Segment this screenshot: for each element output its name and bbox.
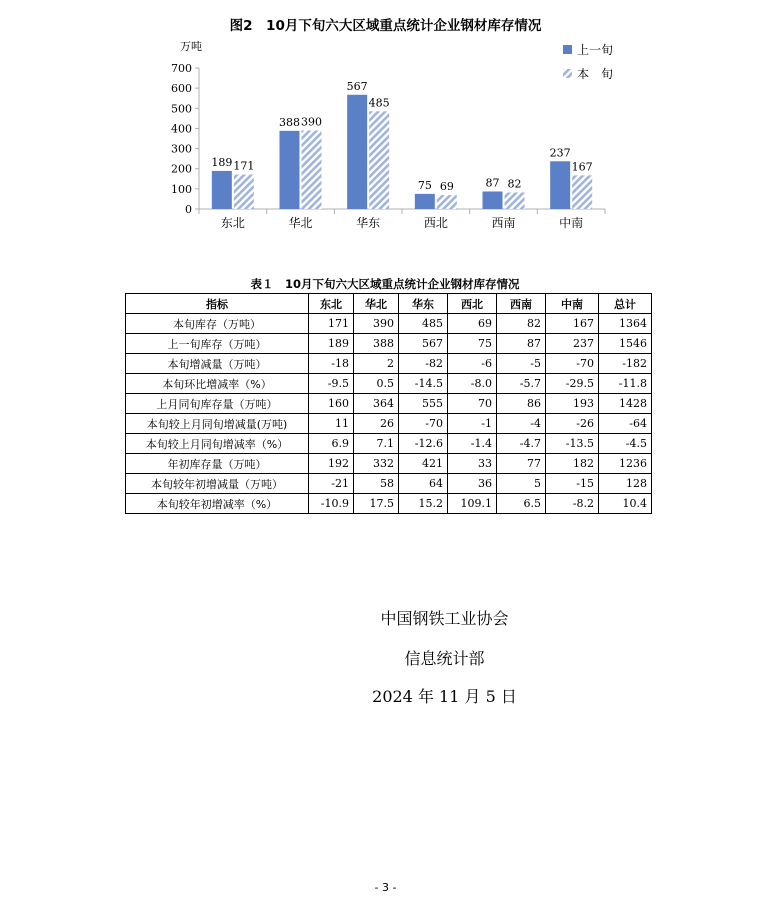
y-tick-label: 100 bbox=[171, 182, 192, 196]
value-cell: -14.5 bbox=[399, 374, 448, 394]
header-cell: 中南 bbox=[546, 294, 599, 314]
bar-current-period bbox=[302, 130, 322, 209]
bar-current-period bbox=[234, 175, 254, 209]
value-cell: 6.5 bbox=[497, 494, 546, 514]
value-cell: 182 bbox=[546, 454, 599, 474]
y-tick-label: 400 bbox=[171, 122, 192, 136]
page-number: - 3 - bbox=[374, 881, 397, 894]
table-row bbox=[126, 474, 652, 494]
value-cell: 171 bbox=[309, 314, 354, 334]
bar-chart bbox=[0, 0, 771, 260]
bar-value-label: 567 bbox=[346, 79, 368, 93]
x-axis bbox=[199, 209, 605, 230]
x-category-label: 华东 bbox=[356, 216, 381, 230]
value-cell: 1236 bbox=[599, 454, 652, 474]
y-tick-label: 600 bbox=[171, 82, 192, 96]
value-cell: 6.9 bbox=[309, 434, 354, 454]
legend-swatch-curr bbox=[563, 69, 572, 78]
row-label-cell: 本旬较年初增减率（%） bbox=[126, 494, 309, 514]
table-header-row bbox=[126, 294, 652, 314]
bar-prev-period bbox=[347, 95, 367, 209]
table-row bbox=[126, 434, 652, 454]
bar-value-label: 82 bbox=[507, 177, 522, 191]
header-cell: 西北 bbox=[448, 294, 497, 314]
value-cell: 26 bbox=[354, 414, 399, 434]
value-cell: 237 bbox=[546, 334, 599, 354]
bar-value-label: 189 bbox=[211, 155, 233, 169]
value-cell: 567 bbox=[399, 334, 448, 354]
value-cell: -4.5 bbox=[599, 434, 652, 454]
header-cell: 华北 bbox=[354, 294, 399, 314]
value-cell: -10.9 bbox=[309, 494, 354, 514]
header-cell: 华东 bbox=[399, 294, 448, 314]
row-label-cell: 本旬增减量（万吨） bbox=[126, 354, 309, 374]
row-label-cell: 本旬库存（万吨） bbox=[126, 314, 309, 334]
value-cell: 193 bbox=[546, 394, 599, 414]
y-tick-label: 300 bbox=[171, 142, 192, 156]
x-category-label: 西北 bbox=[423, 216, 448, 230]
figure-2 bbox=[0, 0, 771, 260]
y-axis bbox=[171, 62, 199, 216]
value-cell: 15.2 bbox=[399, 494, 448, 514]
value-cell: 64 bbox=[399, 474, 448, 494]
chart-title: 图2 10月下旬六大区域重点统计企业钢材库存情况 bbox=[229, 18, 542, 34]
value-cell: 82 bbox=[497, 314, 546, 334]
value-cell: -13.5 bbox=[546, 434, 599, 454]
bar-current-period bbox=[505, 192, 525, 209]
value-cell: 7.1 bbox=[354, 434, 399, 454]
value-cell: 109.1 bbox=[448, 494, 497, 514]
value-cell: 388 bbox=[354, 334, 399, 354]
bars bbox=[211, 80, 592, 209]
bar-value-label: 237 bbox=[549, 146, 571, 160]
y-tick-label: 200 bbox=[171, 162, 192, 176]
row-label-cell: 本旬环比增减率（%） bbox=[126, 374, 309, 394]
value-cell: 0.5 bbox=[354, 374, 399, 394]
value-cell: 11 bbox=[309, 414, 354, 434]
value-cell: 189 bbox=[309, 334, 354, 354]
value-cell: -182 bbox=[599, 354, 652, 374]
value-cell: -4 bbox=[497, 414, 546, 434]
table-row bbox=[126, 414, 652, 434]
row-label-cell: 年初库存量（万吨） bbox=[126, 454, 309, 474]
bar-value-label: 167 bbox=[571, 160, 593, 174]
header-cell: 东北 bbox=[309, 294, 354, 314]
signature-date: 2024 年 11 月 5 日 bbox=[372, 687, 517, 706]
bar-value-label: 390 bbox=[301, 115, 322, 129]
value-cell: -4.7 bbox=[497, 434, 546, 454]
table-row bbox=[126, 334, 652, 354]
value-cell: 36 bbox=[448, 474, 497, 494]
row-label-cell: 上一旬库存（万吨） bbox=[126, 334, 309, 354]
value-cell: -29.5 bbox=[546, 374, 599, 394]
value-cell: -8.0 bbox=[448, 374, 497, 394]
header-cell: 指标 bbox=[126, 294, 309, 314]
value-cell: -11.8 bbox=[599, 374, 652, 394]
table-title: 表１ 10月下旬六大区域重点统计企业钢材库存情况 bbox=[250, 277, 520, 291]
legend-swatch-prev bbox=[563, 45, 572, 54]
x-category-label: 华北 bbox=[288, 216, 313, 230]
value-cell: -26 bbox=[546, 414, 599, 434]
value-cell: 192 bbox=[309, 454, 354, 474]
value-cell: 364 bbox=[354, 394, 399, 414]
value-cell: -70 bbox=[399, 414, 448, 434]
table-row bbox=[126, 494, 652, 514]
bar-prev-period bbox=[415, 194, 435, 209]
x-category-label: 西南 bbox=[491, 216, 516, 230]
table-row bbox=[126, 354, 652, 374]
bar-prev-period bbox=[550, 161, 570, 209]
value-cell: -21 bbox=[309, 474, 354, 494]
bar-value-label: 87 bbox=[485, 176, 500, 190]
value-cell: -15 bbox=[546, 474, 599, 494]
bar-prev-period bbox=[483, 191, 503, 209]
bar-value-label: 69 bbox=[439, 180, 454, 194]
signature-org: 中国钢铁工业协会 bbox=[380, 609, 509, 628]
value-cell: 332 bbox=[354, 454, 399, 474]
bar-value-label: 171 bbox=[233, 159, 255, 173]
value-cell: 87 bbox=[497, 334, 546, 354]
value-cell: 1364 bbox=[599, 314, 652, 334]
bar-prev-period bbox=[280, 131, 300, 209]
table-row bbox=[126, 394, 652, 414]
value-cell: 5 bbox=[497, 474, 546, 494]
value-cell: 10.4 bbox=[599, 494, 652, 514]
value-cell: -1.4 bbox=[448, 434, 497, 454]
value-cell: -5.7 bbox=[497, 374, 546, 394]
value-cell: 17.5 bbox=[354, 494, 399, 514]
header-cell: 总计 bbox=[599, 294, 652, 314]
row-label-cell: 上月同旬库存量（万吨） bbox=[126, 394, 309, 414]
x-category-label: 东北 bbox=[220, 216, 245, 230]
value-cell: -6 bbox=[448, 354, 497, 374]
y-tick-label: 0 bbox=[185, 203, 192, 216]
y-axis-unit: 万吨 bbox=[180, 40, 202, 53]
value-cell: -9.5 bbox=[309, 374, 354, 394]
value-cell: 33 bbox=[448, 454, 497, 474]
row-label-cell: 本旬较上月同旬增减率（%） bbox=[126, 434, 309, 454]
value-cell: -8.2 bbox=[546, 494, 599, 514]
bar-value-label: 75 bbox=[417, 178, 432, 192]
value-cell: 77 bbox=[497, 454, 546, 474]
value-cell: 58 bbox=[354, 474, 399, 494]
value-cell: -64 bbox=[599, 414, 652, 434]
bar-current-period bbox=[437, 195, 457, 209]
row-label-cell: 本旬较年初增减量（万吨） bbox=[126, 474, 309, 494]
bar-value-label: 388 bbox=[279, 115, 300, 129]
x-category-label: 中南 bbox=[559, 216, 584, 230]
value-cell: -70 bbox=[546, 354, 599, 374]
value-cell: 1428 bbox=[599, 394, 652, 414]
value-cell: 167 bbox=[546, 314, 599, 334]
value-cell: -12.6 bbox=[399, 434, 448, 454]
value-cell: -5 bbox=[497, 354, 546, 374]
row-label-cell: 本旬较上月同旬增减量(万吨) bbox=[126, 414, 309, 434]
legend bbox=[563, 42, 613, 81]
value-cell: 86 bbox=[497, 394, 546, 414]
value-cell: 421 bbox=[399, 454, 448, 474]
bar-value-label: 485 bbox=[368, 96, 390, 110]
value-cell: 75 bbox=[448, 334, 497, 354]
value-cell: 70 bbox=[448, 394, 497, 414]
value-cell: 69 bbox=[448, 314, 497, 334]
value-cell: 160 bbox=[309, 394, 354, 414]
y-tick-label: 500 bbox=[171, 102, 192, 116]
value-cell: 390 bbox=[354, 314, 399, 334]
value-cell: 2 bbox=[354, 354, 399, 374]
value-cell: 1546 bbox=[599, 334, 652, 354]
header-cell: 西南 bbox=[497, 294, 546, 314]
signature-dept: 信息统计部 bbox=[404, 649, 485, 668]
bar-prev-period bbox=[212, 171, 232, 209]
y-tick-label: 700 bbox=[171, 62, 192, 75]
value-cell: -82 bbox=[399, 354, 448, 374]
bar-current-period bbox=[572, 175, 592, 209]
value-cell: 128 bbox=[599, 474, 652, 494]
table-row bbox=[126, 454, 652, 474]
value-cell: -1 bbox=[448, 414, 497, 434]
legend-label-prev: 上一旬 bbox=[577, 43, 614, 57]
value-cell: 555 bbox=[399, 394, 448, 414]
inventory-table bbox=[125, 293, 652, 514]
bar-current-period bbox=[369, 111, 389, 209]
legend-label-curr: 本 旬 bbox=[577, 67, 614, 81]
table-row bbox=[126, 374, 652, 394]
table-row bbox=[126, 314, 652, 334]
value-cell: -18 bbox=[309, 354, 354, 374]
value-cell: 485 bbox=[399, 314, 448, 334]
